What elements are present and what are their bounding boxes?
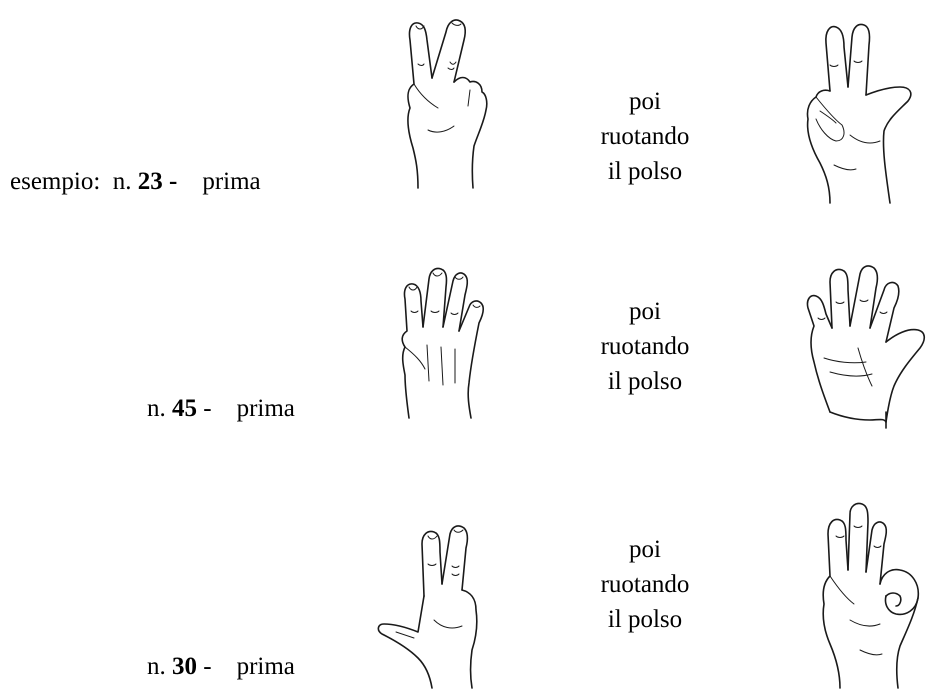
example-dash: - [197, 395, 218, 422]
then-line-2: ruotando [600, 123, 690, 150]
example-number: 23 [137, 168, 163, 195]
example-prefix: n. [147, 653, 172, 680]
hand-palm-three-fingers-icon [790, 15, 925, 205]
example-dash: - [197, 653, 218, 680]
example-prefix: esempio: n. [10, 168, 138, 195]
then-line-2: ruotando [600, 333, 690, 360]
hand-back-four-fingers-icon [395, 265, 490, 420]
example-dash: - [162, 168, 184, 195]
hand-back-two-fingers-icon [388, 10, 498, 190]
rotate-wrist-text [565, 294, 725, 399]
then-line-3: il polso [607, 368, 683, 395]
example-label-row-2 [147, 394, 295, 424]
example-prefix: n. [147, 395, 172, 422]
example-label-row-1 [10, 167, 261, 197]
rotate-wrist-text [565, 84, 725, 189]
then-line-3: il polso [607, 158, 683, 185]
prima-word: prima [202, 168, 261, 195]
hand-back-three-fingers-icon [372, 520, 502, 690]
prima-word: prima [236, 653, 295, 680]
hand-palm-ok-sign-icon [810, 500, 930, 690]
then-line-1: poi [629, 536, 661, 563]
example-number: 45 [172, 395, 197, 422]
hand-palm-five-fingers-icon [800, 262, 930, 430]
then-line-1: poi [629, 88, 661, 115]
then-line-3: il polso [607, 606, 683, 633]
then-line-1: poi [629, 298, 661, 325]
rotate-wrist-text [565, 532, 725, 637]
prima-word: prima [236, 395, 295, 422]
then-line-2: ruotando [600, 571, 690, 598]
example-number: 30 [172, 653, 197, 680]
example-label-row-3 [147, 652, 295, 682]
